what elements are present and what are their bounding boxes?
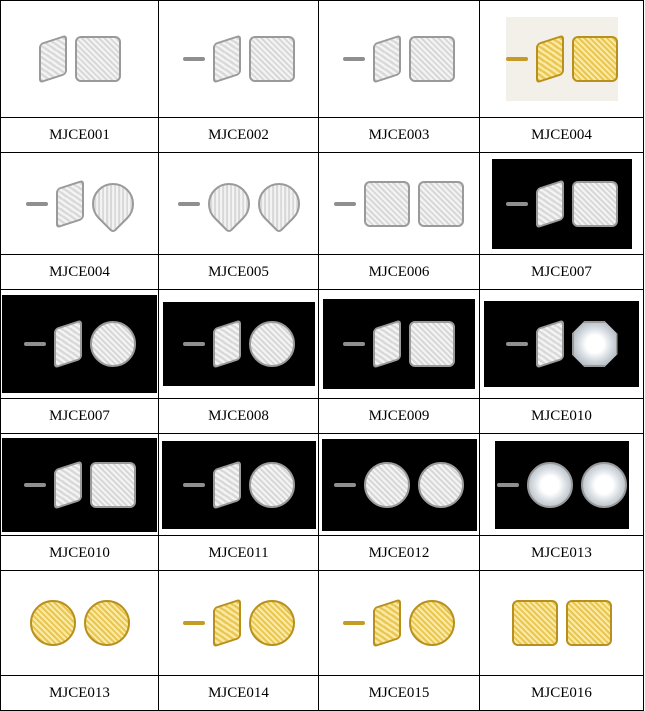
product-code: MJCE014 [159,676,319,711]
product-image-cell [1,1,159,118]
round-stud-earring-pair-icon [162,441,316,529]
product-image-cell [1,571,159,676]
product-image-cell [480,434,644,536]
image-row [1,153,644,255]
square-stud-earring-pair-icon [324,12,474,107]
product-code: MJCE012 [319,536,480,571]
code-row [1,255,644,290]
image-row [1,571,644,676]
product-code: MJCE011 [159,536,319,571]
product-code: MJCE008 [159,399,319,434]
square-stud-earring-pair-icon [323,299,475,389]
product-code: MJCE004 [480,118,644,153]
product-image-cell [1,153,159,255]
product-code: MJCE009 [319,399,480,434]
product-code: MJCE006 [319,255,480,290]
product-image-cell [480,1,644,118]
gold-round-stud-earring-pair-icon [5,576,155,670]
image-row [1,434,644,536]
product-image-cell [480,153,644,255]
heart-stud-earring-pair-icon [5,159,155,249]
product-image-cell [480,290,644,399]
product-code: MJCE003 [319,118,480,153]
product-image-cell [319,1,480,118]
square-stud-earring-pair-icon [164,12,314,107]
code-row [1,399,644,434]
image-row [1,1,644,118]
product-code: MJCE004 [1,255,159,290]
code-row [1,118,644,153]
product-code: MJCE007 [1,399,159,434]
gold-red-stone-stud-earring-pair-icon [487,576,637,670]
product-image-cell [159,571,319,676]
product-code: MJCE005 [159,255,319,290]
product-image-cell [159,1,319,118]
gold-round-stud-earring-pair-icon [164,576,314,670]
product-code: MJCE010 [480,399,644,434]
code-row [1,676,644,711]
product-code: MJCE015 [319,676,480,711]
product-image-cell [319,434,480,536]
image-row [1,290,644,399]
round-stud-earring-pair-icon [163,302,315,386]
product-image-cell [159,153,319,255]
product-code: MJCE016 [480,676,644,711]
heart-stud-earring-pair-icon [164,159,314,249]
product-image-cell [159,434,319,536]
square-stud-earring-pair-icon [492,159,632,249]
product-image-cell [1,290,159,399]
product-image-cell [159,290,319,399]
gold-round-stud-earring-pair-icon [324,576,474,670]
product-image-cell [319,153,480,255]
square-stud-earring-pair-icon [5,12,155,107]
product-code: MJCE013 [480,536,644,571]
product-image-cell [480,571,644,676]
square-stud-earring-pair-icon [2,438,157,532]
gold-kite-stud-earring-pair-icon [506,17,618,101]
product-image-cell [1,434,159,536]
product-code: MJCE001 [1,118,159,153]
round-stud-earring-pair-icon [322,439,477,531]
product-image-cell [319,571,480,676]
round-stone-stud-earring-pair-icon [495,441,629,529]
product-code: MJCE013 [1,676,159,711]
code-row [1,536,644,571]
round-stud-earring-pair-icon [2,295,157,393]
product-image-cell [319,290,480,399]
product-code: MJCE010 [1,536,159,571]
octagon-stud-earring-pair-icon [484,301,639,387]
product-code: MJCE002 [159,118,319,153]
square-stud-earring-pair-icon [324,159,474,249]
product-code: MJCE007 [480,255,644,290]
